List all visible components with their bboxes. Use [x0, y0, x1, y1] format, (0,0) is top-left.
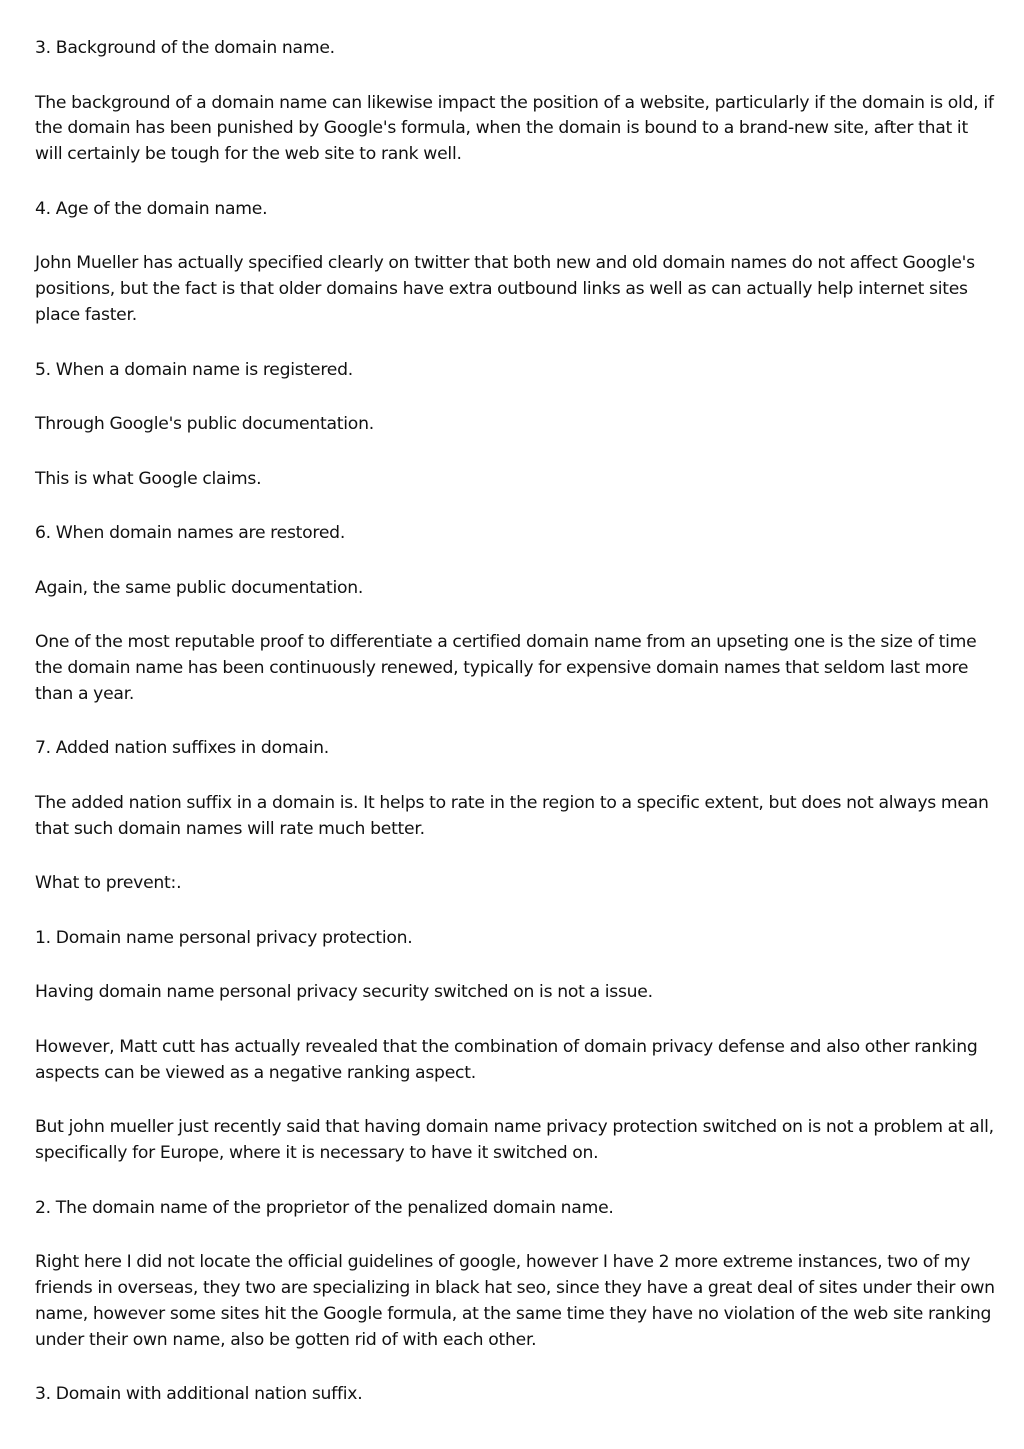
paragraph: The background of a domain name can likewise impact the position of a website, particularly if the domain is old, if the domain has been punished by Google's formula, when the domain is bound to a brand-new site, after that it will certainly be tough for the web site to rank well. [35, 92, 994, 165]
paragraph: One of the most reputable proof to differentiate a certified domain name from an upseting one is the size of time the domain name has been continuously renewed, typically for expensive domain names that seldom last more than a year. [35, 632, 977, 704]
paragraph: Having domain name personal privacy security switched on is not a issue. [35, 982, 653, 1003]
paragraph: However, Matt cutt has actually revealed that the combination of domain privacy defense and also other ranking aspects can be viewed as a negative ranking aspect. [35, 1036, 978, 1083]
section-heading: 2. The domain name of the proprietor of the penalized domain name. [35, 1197, 614, 1218]
paragraph: Through Google's public documentation. [35, 414, 374, 435]
paragraph: This is what Google claims. [35, 468, 262, 489]
section-heading: 1. Domain name personal privacy protection. [35, 927, 413, 948]
section-heading: What to prevent:. [35, 873, 182, 894]
paragraph: Right here I did not locate the official guidelines of google, however I have 2 more extreme instances, two of my friends in overseas, they two are specializing in black hat seo, since they have a great deal of sites under their own name, however some sites hit the Google formula, at the same time they have no violation of the web site ranking under their own name, also be gotten rid of with each other. [35, 1252, 995, 1350]
paragraph: But john mueller just recently said that having domain name privacy protection switched on is not a problem at all, specifically for Europe, where it is necessary to have it switched on. [35, 1117, 994, 1164]
paragraph: John Mueller has actually specified clearly on twitter that both new and old domain names do not affect Google's positions, but the fact is that older domains have extra outbound links as well as can actually help internet sites place faster. [35, 253, 975, 326]
paragraph: Again, the same public documentation. [35, 577, 364, 598]
section-heading: 6. When domain names are restored. [35, 523, 346, 544]
document-body [35, 36, 997, 1437]
section-heading: 3. Domain with additional nation suffix. [35, 1384, 363, 1405]
section-heading: 3. Background of the domain name. [35, 38, 335, 58]
section-heading: 4. Age of the domain name. [35, 198, 268, 219]
section-heading: 7. Added nation suffixes in domain. [35, 738, 329, 759]
section-heading: 5. When a domain name is registered. [35, 359, 353, 380]
paragraph: The added nation suffix in a domain is. It helps to rate in the region to a specific extent, but does not always mean that such domain names will rate much better. [35, 792, 989, 839]
